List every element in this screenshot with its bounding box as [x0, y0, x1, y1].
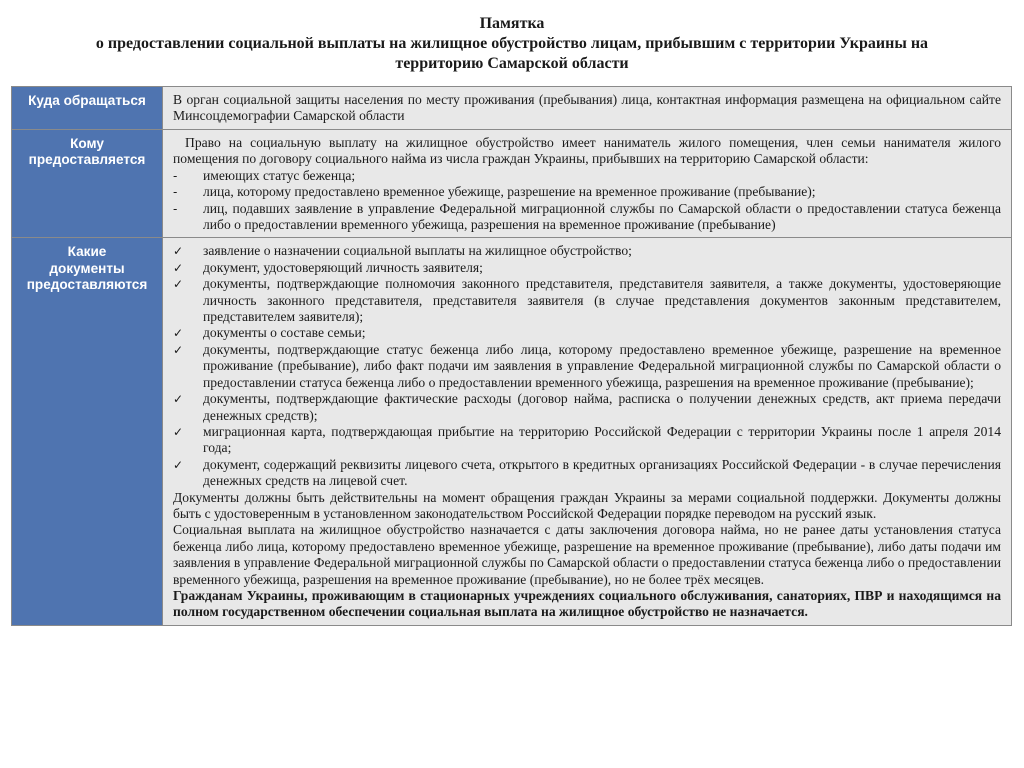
label-who-line-2: предоставляется	[28, 152, 146, 168]
page-title	[0, 14, 1024, 74]
list-item-text: документы о составе семьи;	[203, 325, 366, 341]
list-item	[173, 424, 1001, 457]
title-line-2: о предоставлении социальной выплаты на жилищное обустройство лицам, прибывшим с территории Украины на	[95, 35, 929, 52]
list-item	[173, 391, 1001, 424]
label-where-text: Куда обращаться	[28, 93, 146, 108]
list-item	[173, 342, 1001, 391]
dash-marker: -	[173, 168, 178, 183]
list-item	[173, 168, 1001, 184]
list-item	[173, 260, 1001, 276]
checkmark-icon: ✓	[173, 342, 184, 357]
row-content-who	[163, 130, 1012, 238]
row-who	[12, 130, 1012, 238]
list-item	[173, 325, 1001, 341]
checkmark-icon: ✓	[173, 326, 184, 341]
docs-list	[173, 243, 1001, 489]
checkmark-icon: ✓	[173, 392, 184, 407]
checkmark-icon: ✓	[173, 424, 184, 439]
row-content-where	[163, 87, 1012, 130]
title-line-1: Памятка	[479, 15, 545, 32]
list-item-text: документы, подтверждающие фактические расходы (договор найма, расписка о получении денежных средств, акт приема передачи денежных средств);	[203, 391, 1001, 423]
row-docs	[12, 238, 1012, 625]
who-intro: Право на социальную выплату на жилищное обустройство имеет наниматель жилого помещения, член семьи нанимателя жилого помещения по договору социального найма из числа граждан Украины, прибывших на территорию Самарской области:	[173, 135, 1001, 167]
label-who-line-1: Кому	[70, 136, 104, 151]
checkmark-icon: ✓	[173, 260, 184, 275]
list-item-text: имеющих статус беженца;	[203, 167, 356, 183]
list-item-text: документ, удостоверяющий личность заявителя;	[203, 259, 483, 275]
list-item	[173, 457, 1001, 490]
row-label-where	[12, 87, 163, 130]
title-line-3: территорию Самарской области	[395, 55, 629, 72]
list-item-text: лица, которому предоставлено временное убежище, разрешение на временное проживание (пребывание);	[203, 184, 816, 200]
row-where	[12, 87, 1012, 130]
dash-marker: -	[173, 185, 178, 200]
docs-note-validity: Документы должны быть действительны на момент обращения граждан Украины за мерами социальной поддержки. Документы должны быть с удостоверенным в установленном законодательством Российской Федерации порядке переводом на русский язык.	[173, 489, 1001, 521]
docs-note-exclusion: Гражданам Украины, проживающим в стационарных учреждениях социального обслуживания, санаториях, ПВР и находящимся на полном государственном обеспечении социальная выплата на жилищное обустройство не назначается.	[173, 587, 1001, 620]
list-item-text: документ, содержащий реквизиты лицевого счета, открытого в кредитных организациях Российской Федерации - в случае перечисления денежных средств на лицевой счет.	[203, 456, 1001, 489]
label-docs-line-3: предоставляются	[26, 277, 148, 293]
list-item	[173, 243, 1001, 259]
memo-table	[11, 86, 1012, 626]
label-docs-line-2: документы	[49, 260, 125, 276]
list-item	[173, 184, 1001, 200]
where-text: В орган социальной защиты населения по месту проживания (пребывания) лица, контактная информация размещена на официальном сайте Минсоцдемографии Самарской области	[173, 92, 1001, 124]
checkmark-icon: ✓	[173, 457, 184, 472]
row-label-who	[12, 130, 163, 238]
row-label-docs	[12, 238, 163, 625]
label-docs-line-1: Какие	[67, 244, 107, 260]
list-item	[173, 276, 1001, 325]
who-list	[173, 168, 1001, 234]
list-item-text: заявление о назначении социальной выплаты на жилищное обустройство;	[203, 243, 632, 259]
checkmark-icon: ✓	[173, 244, 184, 259]
list-item	[173, 201, 1001, 234]
checkmark-icon: ✓	[173, 277, 184, 292]
list-item-text: документы, подтверждающие полномочия законного представителя, представителя заявителя, а также документы, удостоверяющие личность законного представителя, представителя заявителя (в случае представления документов законным представителем, представителем заявителя);	[203, 276, 1001, 325]
list-item-text: документы, подтверждающие статус беженца либо лица, которому предоставлено временное убежище, разрешение на временное проживание (пребывание), либо факт подачи им заявления в управление Федеральной миграционной службы по Самарской области о предоставлении статуса беженца либо о предоставлении временного убежища, разрешения на временное проживание (пребывание);	[203, 341, 1001, 390]
list-item-text: лиц, подавших заявление в управление Федеральной миграционной службы по Самарской области о предоставлении статуса беженца либо о предоставлении временного убежища, разрешения на временное проживание (пребывание)	[203, 200, 1001, 233]
docs-note-payment-date: Социальная выплата на жилищное обустройство назначается с даты заключения договора найма, но не ранее даты установления статуса беженца либо лица, которому предоставлено временное убежище, разрешение на временное проживание (пребывание), либо даты подачи им заявления в управление Федеральной миграционной службы по Самарской области о предоставлении статуса беженца либо о предоставлении временного убежища, разрешения на временное проживание (пребывание), но не более трёх месяцев.	[173, 522, 1001, 587]
row-content-docs	[163, 238, 1012, 625]
dash-marker: -	[173, 201, 178, 216]
list-item-text: миграционная карта, подтверждающая прибытие на территорию Российской Федерации с территории Украины после 1 апреля 2014 года;	[203, 423, 1001, 456]
